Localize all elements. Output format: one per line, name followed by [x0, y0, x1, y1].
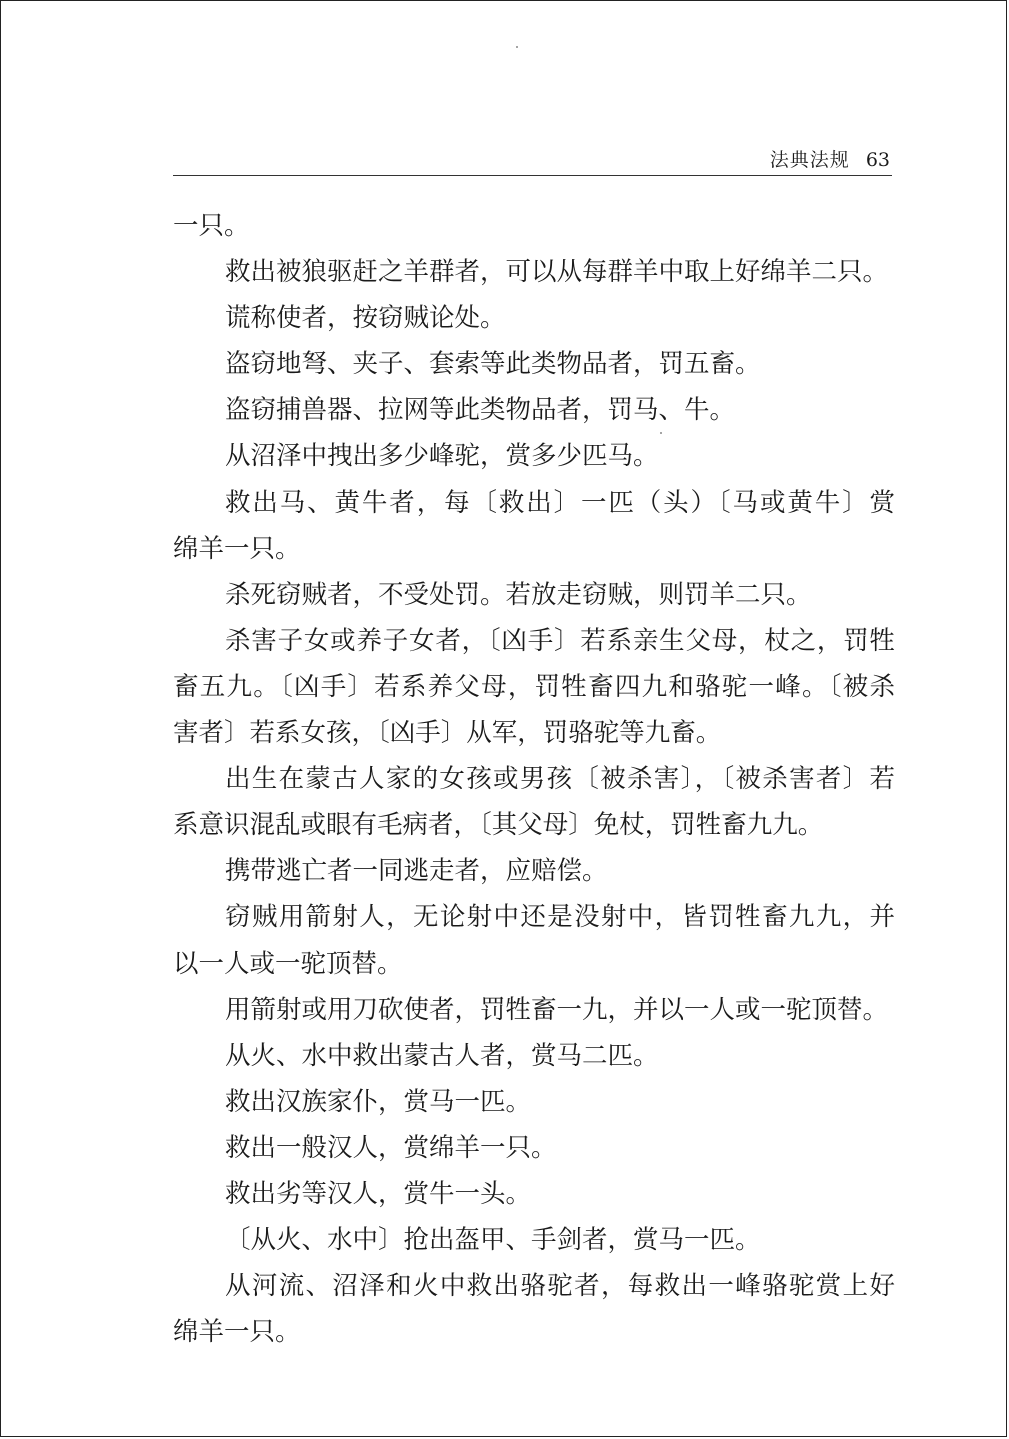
text-line: 杀害子女或养子女者，〔凶手〕若系亲生父母，杖之，罚牲	[225, 625, 895, 656]
text-line: 救出一般汉人，赏绵羊一只。	[225, 1132, 557, 1163]
text-line: 畜五九。〔凶手〕若系养父母，罚牲畜四九和骆驼一峰。〔被杀	[173, 671, 895, 702]
text-line: 出生在蒙古人家的女孩或男孩〔被杀害〕，〔被杀害者〕若	[225, 764, 895, 795]
text-line: 救出汉族家仆，赏马一匹。	[225, 1086, 532, 1117]
text-line: 谎称使者，按窃贼论处。	[225, 303, 506, 334]
text-line: 〔从火、水中〕抢出盔甲、手剑者，赏马一匹。	[225, 1225, 761, 1256]
text-line: 窃贼用箭射人，无论射中还是没射中，皆罚牲畜九九，并	[225, 902, 895, 933]
body-text	[173, 203, 895, 1355]
text-line: 一只。	[173, 211, 250, 241]
paper-speck	[660, 432, 662, 434]
text-line: 绵羊一只。	[173, 533, 301, 564]
text-line: 救出劣等汉人，赏牛一头。	[225, 1178, 532, 1209]
header-text	[770, 148, 890, 172]
running-header	[173, 148, 892, 176]
text-line: 救出马、黄牛者，每〔救出〕一匹（头）〔马或黄牛〕赏	[225, 487, 895, 518]
paper-speck	[516, 46, 518, 48]
text-line: 用箭射或用刀砍使者，罚牲畜一九，并以一人或一驼顶替。	[225, 994, 889, 1025]
page-number: 63	[865, 149, 890, 171]
section-title: 法典法规	[769, 149, 850, 171]
text-line: 绵羊一只。	[173, 1317, 301, 1348]
text-line: 从沼泽中拽出多少峰驼，赏多少匹马。	[225, 441, 659, 472]
text-line: 盗窃捕兽器、拉网等此类物品者，罚马、牛。	[225, 395, 736, 426]
text-line: 以一人或一驼顶替。	[173, 948, 403, 979]
text-line: 盗窃地弩、夹子、套索等此类物品者，罚五畜。	[225, 349, 761, 380]
text-line: 系意识混乱或眼有毛病者，〔其父母〕免杖，罚牲畜九九。	[173, 810, 824, 841]
text-line: 杀死窃贼者，不受处罚。若放走窃贼，则罚羊二只。	[225, 579, 812, 610]
text-line: 从火、水中救出蒙古人者，赏马二匹。	[225, 1040, 659, 1071]
text-line: 救出被狼驱赶之羊群者，可以从每群羊中取上好绵羊二只。	[225, 257, 889, 288]
text-line: 携带逃亡者一同逃走者，应赔偿。	[225, 856, 608, 887]
text-line: 害者〕若系女孩，〔凶手〕从军，罚骆驼等九畜。	[173, 718, 722, 749]
text-line: 从河流、沼泽和火中救出骆驼者，每救出一峰骆驼赏上好	[225, 1271, 895, 1302]
